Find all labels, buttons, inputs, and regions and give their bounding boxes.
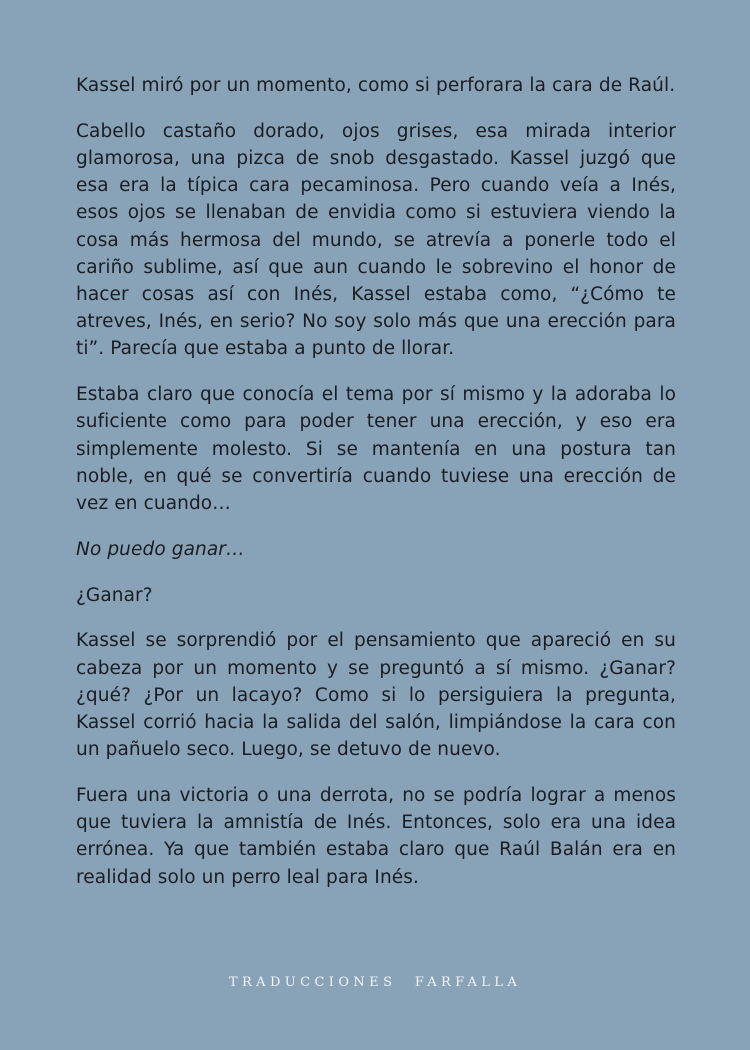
paragraph-4-thought: No puedo ganar… xyxy=(76,538,245,560)
paragraph-2: Cabello castaño dorado, ojos grises, esa mirada interior glamorosa, una pizca de snob desgastado. Kassel juzgó que esa era la típica cara pecaminosa. Pero cuando veía a Inés, esos ojos se llenaban de envidia como si estuviera viendo la cosa más hermosa del mundo, se atrevía a ponerle todo el cariño sublime, así que aun cuando le sobrevino el honor de hacer cosas así con Inés, Kassel estaba como, “¿Cómo te atreves, Inés, en serio? No soy solo más que una erección para ti”. Parecía que estaba a punto de llorar. xyxy=(76,120,676,360)
paragraph-6: Kassel se sorprendió por el pensamiento que apareció en su cabeza por un momento y se preguntó a sí mismo. ¿Ganar? ¿qué? ¿Por un lacayo? Como si lo persiguiera la pregunta, Kassel corrió hacia la salida del salón, limpiándose la cara con un pañuelo seco. Luego, se detuvo de nuevo. xyxy=(76,630,676,761)
paragraph-7: Fuera una victoria o una derrota, no se podría lograr a menos que tuviera la amnistía de Inés. Entonces, solo era una idea errónea. Ya que también estaba claro que Raúl Balán era en realidad solo un perro leal para Inés. xyxy=(76,785,676,888)
paragraph-3: Estaba claro que conocía el tema por sí mismo y la adoraba lo suficiente como para poder tener una erección, y eso era simplemente molesto. Si se mantenía en una postura tan noble, en qué se convertiría cuando tuviese una erección de vez en cuando… xyxy=(76,384,676,515)
page-body xyxy=(76,72,676,909)
paragraph-1: Kassel miró por un momento, como si perforara la cara de Raúl. xyxy=(76,75,676,96)
paragraph-5: ¿Ganar? xyxy=(76,584,153,606)
footer-credit: TRADUCCIONES FARFALLA xyxy=(228,975,522,990)
